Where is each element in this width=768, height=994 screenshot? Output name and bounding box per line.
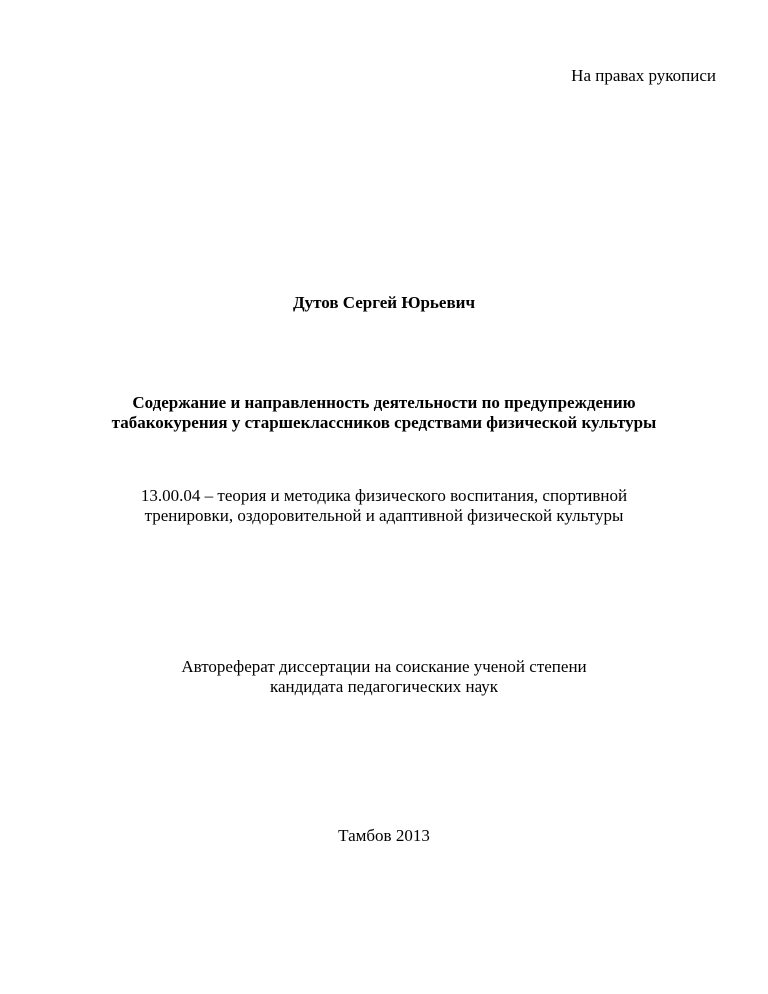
dissertation-title xyxy=(0,393,768,433)
specialty-line: 13.00.04 – теория и методика физического воспитания, спортивной xyxy=(140,486,628,505)
title-line: Содержание и направленность деятельности по предупреждению xyxy=(132,393,636,412)
degree-line: Автореферат диссертации на соискание ученой степени xyxy=(181,657,587,676)
title-line: табакокурения у старшеклассников средствами физической культуры xyxy=(111,413,657,432)
author-name: Дутов Сергей Юрьевич xyxy=(292,293,476,312)
specialty-code xyxy=(0,486,768,526)
degree-statement xyxy=(0,657,768,697)
place-and-year: Тамбов 2013 xyxy=(338,826,430,845)
manuscript-rights-note: На правах рукописи xyxy=(571,66,716,85)
specialty-line: тренировки, оздоровительной и адаптивной физической культуры xyxy=(144,506,624,525)
degree-line: кандидата педагогических наук xyxy=(269,677,499,696)
